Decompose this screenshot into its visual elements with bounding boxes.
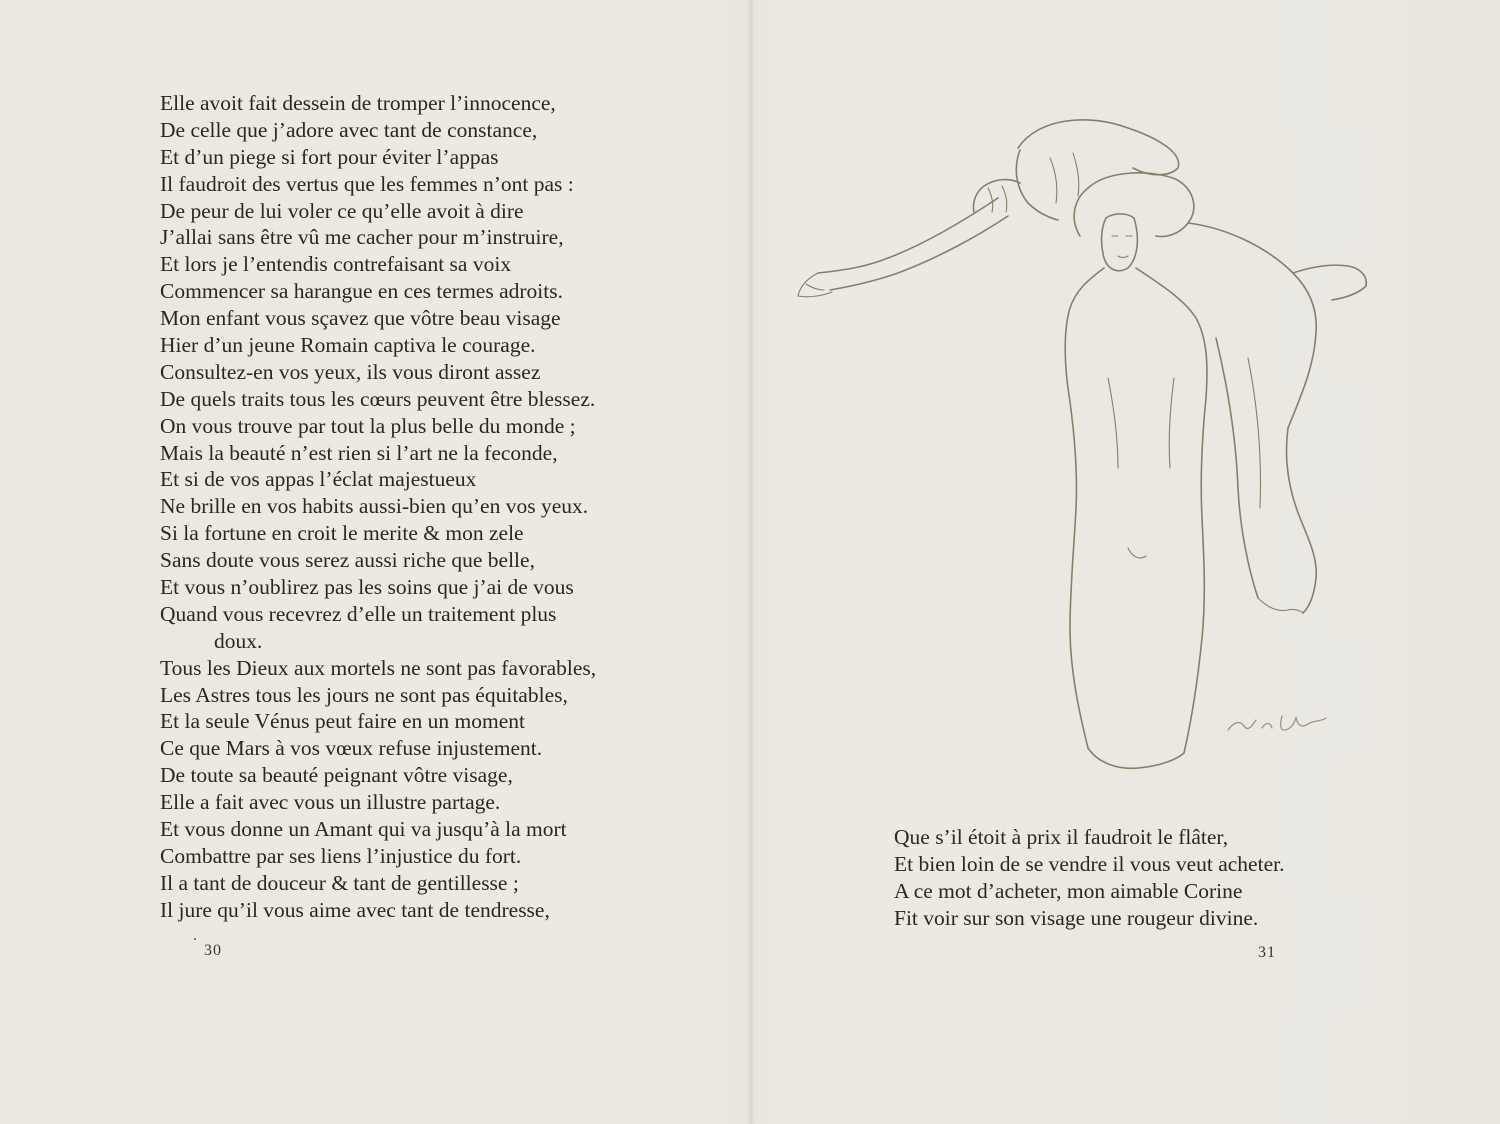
- left-page-verse: [160, 90, 596, 924]
- verse-line: Ce que Mars à vos vœux refuse injustement.: [160, 736, 543, 761]
- verse-line: Et vous n’oublirez pas les soins que j’ai de vous: [160, 575, 574, 600]
- right-page: [752, 0, 1500, 1124]
- verse-line: Il jure qu’il vous aime avec tant de tendresse,: [160, 897, 550, 922]
- verse-line: Hier d’un jeune Romain captiva le courage.: [160, 333, 536, 358]
- verse-line: A ce mot d’acheter, mon aimable Corine: [894, 878, 1243, 903]
- verse-line: Les Astres tous les jours ne sont pas équitables,: [160, 682, 568, 707]
- verse-line: Fit voir sur son visage une rougeur divine.: [894, 905, 1259, 930]
- page-number-left: 30: [204, 942, 222, 959]
- verse-line: De peur de lui voler ce qu’elle avoit à dire: [160, 198, 524, 223]
- verse-line: Commencer sa harangue en ces termes adroits.: [160, 279, 563, 304]
- verse-line: Il faudroit des vertus que les femmes n’ont pas :: [160, 171, 574, 196]
- page-number-right: 31: [1258, 944, 1276, 961]
- verse-line: De quels traits tous les cœurs peuvent être blessez.: [160, 386, 596, 411]
- verse-line: De celle que j’adore avec tant de constance,: [160, 117, 538, 142]
- verse-line: Et bien loin de se vendre il vous veut acheter.: [894, 851, 1285, 876]
- verse-line: Que s’il étoit à prix il faudroit le flâter,: [894, 825, 1229, 849]
- verse-line: Quand vous recevrez d’elle un traitement plus: [160, 601, 557, 626]
- verse-line: Et la seule Vénus peut faire en un moment: [160, 709, 525, 734]
- artist-signature: [1222, 700, 1342, 750]
- verse-line: Mais la beauté n’est rien si l’art ne la feconde,: [160, 440, 558, 465]
- verse-line: J’allai sans être vû me cacher pour m’instruire,: [160, 225, 564, 250]
- verse-line: Et vous donne un Amant qui va jusqu’à la mort: [160, 817, 567, 842]
- ink-speck: [194, 938, 196, 940]
- verse-line: Mon enfant vous sçavez que vôtre beau visage: [160, 306, 561, 331]
- verse-line: De toute sa beauté peignant vôtre visage,: [160, 763, 513, 788]
- verse-line-turnover: doux.: [214, 628, 263, 653]
- verse-line: Si la fortune en croit le merite & mon zele: [160, 521, 524, 546]
- verse-line: Et si de vos appas l’éclat majestueux: [160, 467, 477, 492]
- verse-line: Ne brille en vos habits aussi-bien qu’en vos yeux.: [160, 494, 589, 519]
- verse-line: Tous les Dieux aux mortels ne sont pas favorables,: [160, 655, 597, 680]
- verse-line: Elle avoit fait dessein de tromper l’innocence,: [160, 91, 556, 115]
- right-page-verse: [894, 824, 1284, 932]
- verse-line: Elle a fait avec vous un illustre partage.: [160, 790, 501, 815]
- verse-line: Combattre par ses liens l’injustice du fort.: [160, 843, 522, 868]
- verse-line: Consultez-en vos yeux, ils vous diront assez: [160, 359, 541, 384]
- figure-line-drawing: [788, 108, 1408, 798]
- verse-line: Sans doute vous serez aussi riche que belle,: [160, 548, 535, 573]
- verse-line: On vous trouve par tout la plus belle du monde ;: [160, 413, 576, 438]
- verse-line: Et d’un piege si fort pour éviter l’appas: [160, 144, 499, 169]
- verse-line: Il a tant de douceur & tant de gentillesse ;: [160, 870, 519, 895]
- verse-line: Et lors je l’entendis contrefaisant sa voix: [160, 252, 512, 277]
